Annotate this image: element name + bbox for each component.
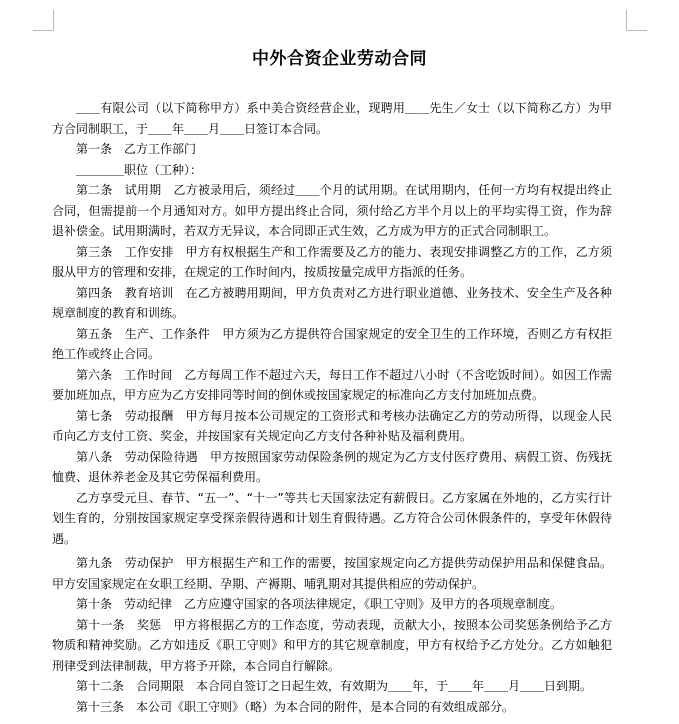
- document-body: [52, 98, 612, 717]
- paragraph-article-6: 第六条 工作时间 乙方每周工作不超过六天，每日工作不超过八小时（不含吃饭时间）。如因工作需要加班加点，甲方应为乙方安排同等时间的倒休或按国家规定的标准向乙方支付加班加点费。: [52, 367, 612, 402]
- paragraph-article-3: 第三条 工作安排 甲方有权根据生产和工作需要及乙方的能力、表现安排调整乙方的工作，乙方须服从甲方的管理和安排，在规定的工作时间内，按质按量完成甲方指派的任务。: [52, 244, 612, 279]
- paragraph-article-5: 第五条 生产、工作条件 甲方须为乙方提供符合国家规定的安全卫生的工作环境，否则乙方有权拒绝工作或终止合同。: [52, 326, 612, 361]
- paragraph-article-12: 第十二条 合同期限 本合同自签订之日起生效，有效期为＿＿年，于＿＿年＿＿月＿＿日到期。: [76, 679, 593, 693]
- paragraph-article-7: 第七条 劳动报酬 甲方每月按本公司规定的工资形式和考核办法确定乙方的劳动所得，以现金人民币向乙方支付工资、奖金，并按国家有关规定向乙方支付各种补贴及福利费用。: [52, 408, 612, 443]
- paragraph-article-2: 第二条 试用期 乙方被录用后，须经过＿＿个月的试用期。在试用期内，任何一方均有权提出终止合同，但需提前一个月通知对方。如甲方提出终止合同，须付给乙方半个月以上的平均实得工资，作为辞退补偿金。试用期满时，若双方无异议，本合同即正式生效，乙方成为甲方的正式合同制职工。: [52, 183, 612, 238]
- paragraph-holidays: 乙方享受元旦、春节、“五一”、“十一”等共七天国家法定有薪假日。乙方家属在外地的，乙方实行计划生育的，分别按国家规定享受探亲假待遇和计划生育假待遇。乙方符合公司休假条件的，享受年休假待遇。: [52, 490, 612, 546]
- paragraph-article-1-position: ＿＿＿＿职位（工种）：: [76, 162, 203, 177]
- paragraph-article-9: 第九条 劳动保护 甲方根据生产和工作的需要，按国家规定向乙方提供劳动保护用品和保健食品。甲方安国家规定在女职工经期、孕期、产褥期、哺乳期对其提供相应的劳动保护。: [52, 556, 612, 591]
- paragraph-article-13: 第十三条 本公司《职工守则》（略）为本合同的附件，是本合同的有效组成部分。: [76, 699, 515, 714]
- paragraph-article-1: 第一条 乙方工作部门: [76, 142, 197, 156]
- crop-mark-top-left: [33, 10, 54, 31]
- paragraph-intro: ＿＿有限公司（以下简称甲方）系中美合资经营企业，现聘用＿＿先生／女士（以下简称乙方）为甲方合同制职工，于＿＿年＿＿月＿＿日签订本合同。: [52, 101, 612, 136]
- paragraph-article-4: 第四条 教育培训 在乙方被聘用期间，甲方负责对乙方进行职业道德、业务技术、安全生产及各种规章制度的教育和训练。: [52, 285, 612, 320]
- crop-mark-top-right: [626, 10, 647, 31]
- paragraph-article-10: 第十条 劳动纪律 乙方应遵守国家的各项法律规定，《职工守则》及甲方的各项规章制度。: [76, 597, 563, 611]
- paragraph-article-8: 第八条 劳动保险待遇 甲方按照国家劳动保险条例的规定为乙方支付医疗费用、病假工资、伤残抚恤费、退休养老金及其它劳保福利费用。: [52, 449, 612, 484]
- document-title: 中外合资企业劳动合同: [252, 49, 427, 69]
- paragraph-article-11: 第十一条 奖惩 甲方将根据乙方的工作态度，劳动表现，贡献大小，按照本公司奖惩条例给予乙方物质和精神奖励。乙方如违反《职工守则》和甲方的其它规章制度，甲方有权给予乙方处分。乙方如触犯刑律受到法律制裁，甲方将予开除，本合同自行解除。: [52, 617, 612, 673]
